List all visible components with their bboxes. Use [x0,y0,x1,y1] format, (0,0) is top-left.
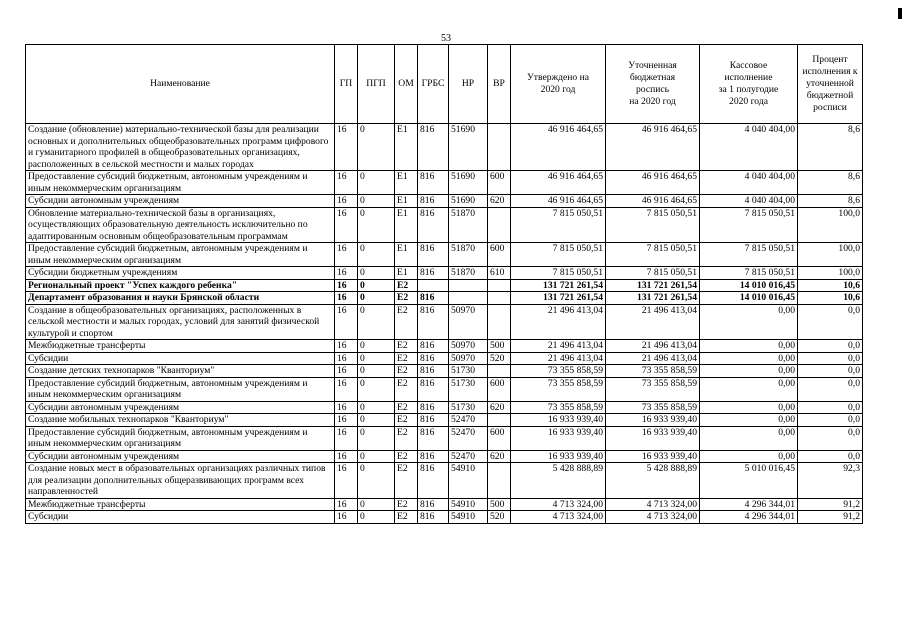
cell-cash: 7 815 050,51 [700,267,798,280]
cell-approved: 7 815 050,51 [511,243,606,267]
col-header-percent: Процент исполнения к уточненной бюджетной росписи [798,45,863,124]
cell-vr: 600 [488,377,511,401]
col-header-name: Наименование [26,45,335,124]
cell-grbs [418,279,449,292]
cell-pgp: 0 [358,279,395,292]
cell-percent: 0,0 [798,414,863,427]
cell-grbs: 816 [418,365,449,378]
cell-np: 51870 [449,207,488,243]
cell-refined: 7 815 050,51 [606,207,700,243]
cell-cash: 7 815 050,51 [700,243,798,267]
cell-np: 51730 [449,377,488,401]
cell-np: 52470 [449,414,488,427]
cell-approved: 21 496 413,04 [511,304,606,340]
cell-name: Предоставление субсидий бюджетным, автономным учреждениям и иным некоммерческим организациям [26,171,335,195]
cell-name: Предоставление субсидий бюджетным, автономным учреждениям и иным некоммерческим организациям [26,426,335,450]
cell-vr [488,207,511,243]
cell-name: Создание в общеобразовательных организациях, расположенных в сельской местности и малых городах, условий для занятий физической культурой и спортом [26,304,335,340]
table-row [26,352,863,365]
cell-grbs: 816 [418,304,449,340]
cell-refined: 73 355 858,59 [606,377,700,401]
cell-refined: 46 916 464,65 [606,124,700,171]
cell-percent: 0,0 [798,352,863,365]
cell-percent: 10,6 [798,279,863,292]
cell-om: Е1 [395,195,418,208]
cell-name: Межбюджетные трансферты [26,498,335,511]
cell-vr: 520 [488,511,511,524]
cell-grbs: 816 [418,401,449,414]
table-row [26,498,863,511]
cell-pgp: 0 [358,124,395,171]
cell-grbs: 816 [418,267,449,280]
cell-cash: 7 815 050,51 [700,207,798,243]
table-row [26,243,863,267]
cell-name: Субсидии [26,511,335,524]
cell-pgp: 0 [358,207,395,243]
cell-percent: 10,6 [798,292,863,305]
table-row [26,463,863,499]
cell-gp: 16 [335,450,358,463]
cell-approved: 46 916 464,65 [511,171,606,195]
page-number: 53 [441,33,451,44]
cell-pgp: 0 [358,243,395,267]
cell-om: Е2 [395,279,418,292]
cell-cash: 0,00 [700,426,798,450]
cell-refined: 16 933 939,40 [606,426,700,450]
cell-percent: 100,0 [798,243,863,267]
cell-gp: 16 [335,304,358,340]
cell-vr: 600 [488,243,511,267]
cell-pgp: 0 [358,377,395,401]
cell-np: 52470 [449,450,488,463]
cell-percent: 0,0 [798,365,863,378]
table-row [26,377,863,401]
cell-refined: 73 355 858,59 [606,401,700,414]
cell-percent: 0,0 [798,304,863,340]
table-row [26,340,863,353]
cell-gp: 16 [335,401,358,414]
cell-pgp: 0 [358,267,395,280]
cell-name: Субсидии автономным учреждениям [26,401,335,414]
cell-om: Е1 [395,243,418,267]
cell-name: Департамент образования и науки Брянской области [26,292,335,305]
cell-refined: 7 815 050,51 [606,267,700,280]
cell-pgp: 0 [358,195,395,208]
cell-refined: 16 933 939,40 [606,414,700,427]
col-header-grbs: ГРБС [418,45,449,124]
cell-vr [488,414,511,427]
cell-np: 54910 [449,511,488,524]
table-row [26,292,863,305]
cell-percent: 92,3 [798,463,863,499]
cell-approved: 73 355 858,59 [511,401,606,414]
cell-gp: 16 [335,279,358,292]
cell-om: Е2 [395,377,418,401]
table-row [26,195,863,208]
cell-gp: 16 [335,267,358,280]
col-header-refined: Уточненная бюджетная роспись на 2020 год [606,45,700,124]
cell-approved: 7 815 050,51 [511,207,606,243]
cell-refined: 73 355 858,59 [606,365,700,378]
cell-pgp: 0 [358,498,395,511]
cell-grbs: 816 [418,463,449,499]
cell-np: 51730 [449,401,488,414]
cell-gp: 16 [335,426,358,450]
cell-om: Е1 [395,267,418,280]
cell-cash: 0,00 [700,401,798,414]
cell-grbs: 816 [418,292,449,305]
cell-name: Создание мобильных технопарков "Кванториум" [26,414,335,427]
cell-grbs: 816 [418,171,449,195]
cell-vr [488,304,511,340]
cell-name: Межбюджетные трансферты [26,340,335,353]
cell-cash: 0,00 [700,365,798,378]
cell-approved: 73 355 858,59 [511,365,606,378]
cell-gp: 16 [335,340,358,353]
cell-approved: 7 815 050,51 [511,267,606,280]
cell-grbs: 816 [418,243,449,267]
table-row [26,267,863,280]
cell-om: Е2 [395,463,418,499]
cell-om: Е2 [395,426,418,450]
cell-approved: 73 355 858,59 [511,377,606,401]
cell-refined: 7 815 050,51 [606,243,700,267]
cell-np: 51870 [449,243,488,267]
col-header-vr: ВР [488,45,511,124]
cell-grbs: 816 [418,426,449,450]
cell-approved: 21 496 413,04 [511,352,606,365]
cell-gp: 16 [335,511,358,524]
cell-np: 51690 [449,171,488,195]
cell-gp: 16 [335,377,358,401]
cell-percent: 91,2 [798,511,863,524]
cell-om: Е2 [395,401,418,414]
cell-approved: 4 713 324,00 [511,511,606,524]
table-row [26,401,863,414]
cell-approved: 46 916 464,65 [511,124,606,171]
cell-name: Создание детских технопарков "Кванториум" [26,365,335,378]
table-row [26,171,863,195]
cell-refined: 21 496 413,04 [606,340,700,353]
cell-np [449,279,488,292]
cell-cash: 14 010 016,45 [700,292,798,305]
table-row [26,365,863,378]
col-header-np: НР [449,45,488,124]
cell-cash: 4 296 344,01 [700,498,798,511]
cell-grbs: 816 [418,414,449,427]
cell-approved: 46 916 464,65 [511,195,606,208]
cell-percent: 100,0 [798,267,863,280]
cell-vr: 600 [488,426,511,450]
cell-refined: 46 916 464,65 [606,195,700,208]
cell-np: 52470 [449,426,488,450]
cell-pgp: 0 [358,340,395,353]
cell-percent: 8,6 [798,171,863,195]
cell-gp: 16 [335,352,358,365]
cell-approved: 16 933 939,40 [511,426,606,450]
cell-vr: 610 [488,267,511,280]
cell-vr: 620 [488,450,511,463]
cell-cash: 0,00 [700,340,798,353]
cell-vr [488,124,511,171]
cell-percent: 0,0 [798,401,863,414]
cell-vr [488,365,511,378]
cell-gp: 16 [335,124,358,171]
table-row [26,414,863,427]
cell-vr [488,292,511,305]
cell-cash: 0,00 [700,352,798,365]
scan-edge-mark [898,8,902,19]
cell-name: Субсидии автономным учреждениям [26,195,335,208]
cell-pgp: 0 [358,365,395,378]
cell-pgp: 0 [358,292,395,305]
cell-grbs: 816 [418,511,449,524]
cell-np: 51690 [449,195,488,208]
cell-refined: 5 428 888,89 [606,463,700,499]
cell-name: Субсидии [26,352,335,365]
cell-np: 54910 [449,498,488,511]
cell-pgp: 0 [358,171,395,195]
cell-om: Е2 [395,352,418,365]
cell-np: 50970 [449,352,488,365]
cell-pgp: 0 [358,414,395,427]
cell-percent: 0,0 [798,340,863,353]
col-header-pgp: ПГП [358,45,395,124]
cell-om: Е1 [395,207,418,243]
cell-gp: 16 [335,243,358,267]
cell-pgp: 0 [358,304,395,340]
cell-name: Предоставление субсидий бюджетным, автономным учреждениям и иным некоммерческим организациям [26,377,335,401]
cell-pgp: 0 [358,511,395,524]
cell-vr [488,279,511,292]
cell-cash: 0,00 [700,304,798,340]
cell-refined: 131 721 261,54 [606,292,700,305]
cell-refined: 21 496 413,04 [606,352,700,365]
cell-om: Е2 [395,365,418,378]
cell-np: 51870 [449,267,488,280]
cell-name: Региональный проект "Успех каждого ребенка" [26,279,335,292]
cell-refined: 16 933 939,40 [606,450,700,463]
cell-vr [488,463,511,499]
cell-cash: 4 040 404,00 [700,171,798,195]
cell-om: Е2 [395,498,418,511]
cell-cash: 5 010 016,45 [700,463,798,499]
cell-gp: 16 [335,498,358,511]
cell-pgp: 0 [358,352,395,365]
cell-om: Е2 [395,340,418,353]
cell-refined: 21 496 413,04 [606,304,700,340]
cell-grbs: 816 [418,450,449,463]
table-row [26,450,863,463]
cell-name: Субсидии бюджетным учреждениям [26,267,335,280]
cell-vr: 620 [488,401,511,414]
cell-gp: 16 [335,463,358,499]
cell-cash: 14 010 016,45 [700,279,798,292]
cell-name: Создание (обновление) материально-технической базы для реализации основных и дополнительных общеобразовательных программ цифрового и гуманитарного профилей в общеобразовательных организациях, расположенных в сельской местности и малых городах [26,124,335,171]
cell-gp: 16 [335,195,358,208]
cell-pgp: 0 [358,426,395,450]
cell-gp: 16 [335,365,358,378]
cell-percent: 0,0 [798,377,863,401]
cell-grbs: 816 [418,377,449,401]
cell-gp: 16 [335,292,358,305]
budget-table [25,44,863,524]
table-row [26,279,863,292]
cell-grbs: 816 [418,498,449,511]
col-header-cash: Кассовое исполнение за 1 полугодие 2020 года [700,45,798,124]
cell-om: Е1 [395,124,418,171]
cell-vr: 500 [488,340,511,353]
cell-percent: 0,0 [798,426,863,450]
table-row [26,511,863,524]
cell-approved: 131 721 261,54 [511,279,606,292]
cell-np: 50970 [449,304,488,340]
cell-grbs: 816 [418,124,449,171]
cell-om: Е2 [395,292,418,305]
cell-pgp: 0 [358,463,395,499]
cell-np: 51690 [449,124,488,171]
cell-grbs: 816 [418,195,449,208]
cell-name: Предоставление субсидий бюджетным, автономным учреждениям и иным некоммерческим организациям [26,243,335,267]
cell-approved: 16 933 939,40 [511,450,606,463]
cell-refined: 4 713 324,00 [606,498,700,511]
cell-gp: 16 [335,207,358,243]
cell-name: Субсидии автономным учреждениям [26,450,335,463]
cell-vr: 520 [488,352,511,365]
cell-refined: 4 713 324,00 [606,511,700,524]
cell-name: Создание новых мест в образовательных организациях различных типов для реализации дополнительных общеразвивающих программ всех направленностей [26,463,335,499]
cell-gp: 16 [335,414,358,427]
cell-vr: 620 [488,195,511,208]
cell-grbs: 816 [418,340,449,353]
cell-percent: 91,2 [798,498,863,511]
cell-name: Обновление материально-технической базы в организациях, осуществляющих образовательную деятельность исключительно по адаптированным основным общеобразовательным программам [26,207,335,243]
col-header-approved: Утверждено на 2020 год [511,45,606,124]
cell-cash: 0,00 [700,377,798,401]
cell-approved: 5 428 888,89 [511,463,606,499]
header-row [26,45,863,124]
table-row [26,124,863,171]
col-header-gp: ГП [335,45,358,124]
cell-vr: 500 [488,498,511,511]
cell-pgp: 0 [358,401,395,414]
cell-approved: 131 721 261,54 [511,292,606,305]
cell-cash: 0,00 [700,450,798,463]
cell-refined: 46 916 464,65 [606,171,700,195]
cell-om: Е2 [395,304,418,340]
cell-gp: 16 [335,171,358,195]
col-header-om: ОМ [395,45,418,124]
cell-cash: 4 296 344,01 [700,511,798,524]
cell-om: Е2 [395,511,418,524]
cell-percent: 100,0 [798,207,863,243]
cell-pgp: 0 [358,450,395,463]
cell-np: 51730 [449,365,488,378]
cell-percent: 8,6 [798,124,863,171]
cell-np [449,292,488,305]
cell-grbs: 816 [418,352,449,365]
table-row [26,426,863,450]
cell-approved: 16 933 939,40 [511,414,606,427]
cell-approved: 4 713 324,00 [511,498,606,511]
cell-om: Е2 [395,414,418,427]
cell-om: Е2 [395,450,418,463]
cell-approved: 21 496 413,04 [511,340,606,353]
cell-om: Е1 [395,171,418,195]
table-row [26,304,863,340]
cell-percent: 0,0 [798,450,863,463]
cell-percent: 8,6 [798,195,863,208]
cell-np: 50970 [449,340,488,353]
cell-cash: 0,00 [700,414,798,427]
cell-grbs: 816 [418,207,449,243]
cell-refined: 131 721 261,54 [606,279,700,292]
cell-cash: 4 040 404,00 [700,195,798,208]
cell-cash: 4 040 404,00 [700,124,798,171]
table-row [26,207,863,243]
cell-vr: 600 [488,171,511,195]
cell-np: 54910 [449,463,488,499]
